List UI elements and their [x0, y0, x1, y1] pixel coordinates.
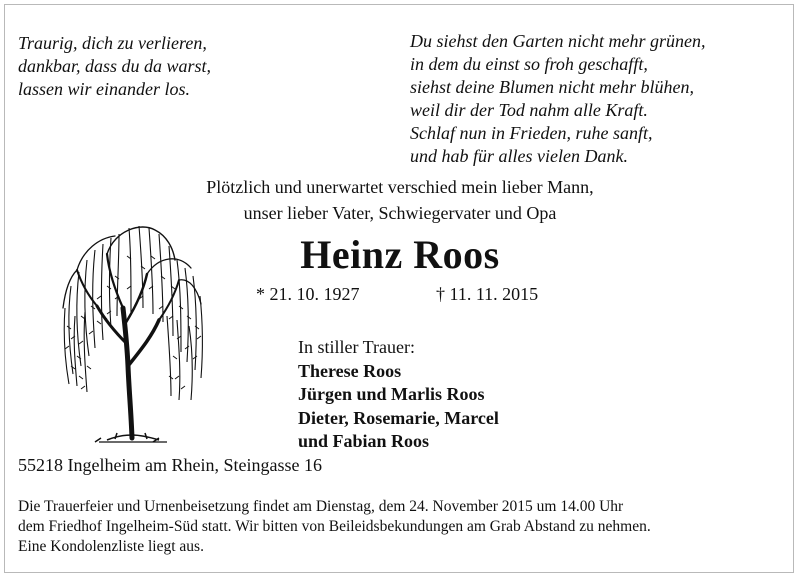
mourner-name: und Fabian Roos	[298, 431, 430, 451]
death-date: † 11. 11. 2015	[436, 284, 539, 304]
notice-line: dem Friedhof Ingelheim-Süd statt. Wir bitten von Beileidsbekundungen am Grab Abstand zu nehmen.	[18, 518, 651, 535]
birth-date: * 21. 10. 1927	[256, 284, 360, 304]
mourners-heading: In stiller Trauer:	[298, 337, 415, 357]
mourner-name: Therese Roos	[298, 360, 402, 381]
poem-left-line: Traurig, dich zu verlieren,	[18, 33, 207, 53]
poem-left-line: lassen wir einander los.	[18, 79, 191, 99]
funeral-notice	[18, 497, 651, 557]
deceased-name: Heinz Roos	[300, 232, 500, 277]
poem-right-line: Du siehst den Garten nicht mehr grünen,	[410, 31, 706, 51]
poem-right-line: siehst deine Blumen nicht mehr blühen,	[410, 77, 694, 97]
notice-line: Die Trauerfeier und Urnenbeisetzung findet am Dienstag, dem 24. November 2015 um 14.00 Uhr	[18, 498, 624, 515]
poem-right-line: in dem du einst so froh geschafft,	[410, 54, 648, 74]
poem-right	[410, 30, 705, 168]
poem-left	[18, 32, 211, 101]
mourner-name: Jürgen und Marlis Roos	[298, 384, 485, 404]
poem-right-line: und hab für alles vielen Dank.	[410, 146, 628, 166]
poem-right-line: Schlaf nun in Frieden, ruhe sanft,	[410, 123, 653, 143]
poem-right-line: weil dir der Tod nahm alle Kraft.	[410, 100, 648, 120]
announcement-line: Plötzlich und unerwartet verschied mein lieber Mann,	[206, 177, 594, 197]
family-address: 55218 Ingelheim am Rhein, Steingasse 16	[18, 455, 322, 475]
announcement-line: unser lieber Vater, Schwiegervater und Opa	[243, 203, 557, 223]
mourners-block	[298, 336, 499, 454]
mourner-name: Dieter, Rosemarie, Marcel	[298, 407, 499, 428]
notice-line: Eine Kondolenzliste liegt aus.	[18, 538, 204, 555]
poem-left-line: dankbar, dass du da warst,	[18, 56, 212, 76]
